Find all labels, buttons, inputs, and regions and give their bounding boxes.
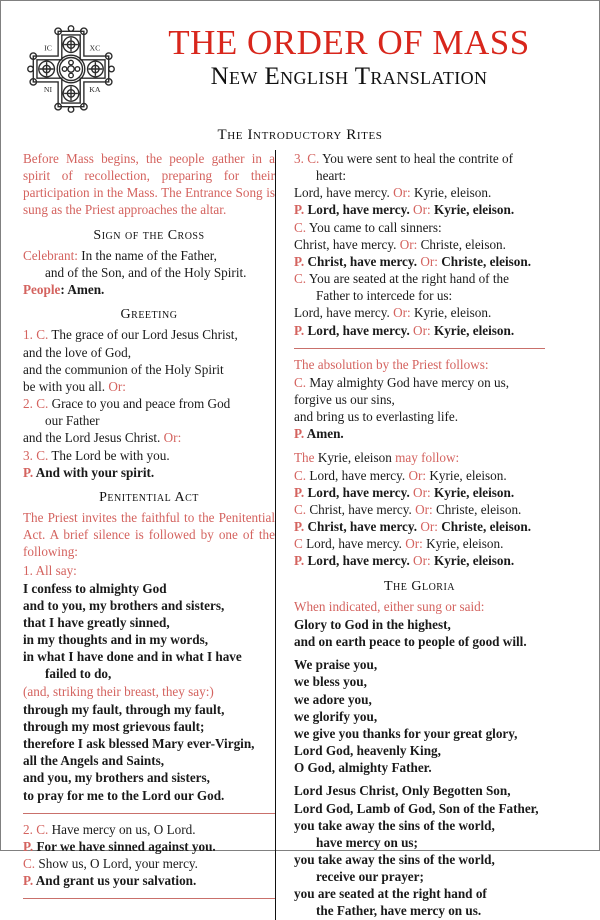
kyrie-term: Kyrie, eleison: [317, 449, 392, 465]
two-column-body: [1, 146, 599, 920]
or-label: Or:: [413, 322, 431, 338]
greeting-option-3-line-1: 3. C. The Lord be with you.: [23, 447, 170, 463]
kyrie-litany-response: P. Lord, have mercy. Or: Kyrie, eleison.: [294, 484, 515, 500]
gloria-line: we glorify you,: [294, 708, 378, 724]
penitential-option-3-line-3-cont: Father to intercede for us:: [316, 288, 453, 304]
people-amen-line: People: Amen.: [23, 282, 105, 298]
or-label: Or:: [413, 202, 431, 218]
penitential-option-3-line-1-cont: heart:: [316, 168, 347, 184]
gloria-line: we bless you,: [294, 674, 367, 690]
or-label: Or:: [408, 467, 427, 483]
confiteor-line: that I have greatly sinned,: [23, 615, 170, 630]
confiteor-line: to pray for me to the Lord our God.: [23, 787, 225, 803]
confiteor-line: in my thoughts and in my words,: [23, 632, 209, 648]
confiteor-line: therefore I ask blessed Mary ever-Virgin,: [23, 736, 255, 752]
absolution-rubric: The absolution by the Priest follows:: [294, 356, 489, 372]
kyrie-response-3: P. Lord, have mercy. Or: Kyrie, eleison.: [294, 322, 515, 338]
penitential-option-2-response-1: P. For we have sinned against you.: [23, 838, 216, 854]
absolution-line-2: forgive us our sins,: [294, 392, 395, 408]
gloria-line: you are seated at the right hand of: [294, 886, 487, 902]
kyrie-litany-line: C. Christ, have mercy. Or: Christe, eleison.: [294, 501, 522, 517]
or-label: Or:: [163, 430, 182, 446]
penitential-option-3-line-3: C. You are seated at the right hand of the: [294, 271, 509, 287]
kyrie-invocation-2: Christ, have mercy. Or: Christe, eleison.: [294, 236, 506, 252]
penitential-option-1-rubric: 1. All say:: [23, 562, 77, 578]
section-title-introductory-rites: The Introductory Rites: [217, 127, 383, 143]
gloria-line: you take away the sins of the world,: [294, 851, 495, 867]
greeting-option-2-line-3: and the Lord Jesus Christ. Or:: [23, 430, 182, 446]
intro-rubric: Before Mass begins, the people gather in a spirit of recollection, preparing for their participation in the Mass. The Entrance Song is sung as the Priest approaches the altar.: [23, 151, 275, 218]
logo-inscription-ic: IC: [44, 43, 52, 53]
or-label: Or:: [420, 253, 438, 269]
or-label: Or:: [413, 553, 431, 569]
logo-inscription-ni: NI: [43, 85, 53, 94]
confiteor-line: I confess to almighty God: [23, 580, 167, 596]
kyrie-litany-response: P. Christ, have mercy. Or: Christe, eleison.: [294, 519, 532, 535]
heading-the-gloria: The Gloria: [383, 578, 456, 594]
section-divider-rule: [23, 813, 275, 814]
heading-greeting: Greeting: [120, 307, 178, 323]
or-label: Or:: [415, 501, 433, 517]
celebrant-line-1: Celebrant: In the name of the Father,: [23, 247, 217, 263]
absolution-line-1: C. May almighty God have mercy on us,: [294, 374, 509, 390]
penitential-option-2-response-2: P. And grant us your salvation.: [23, 873, 197, 889]
section-divider-rule: [294, 348, 545, 349]
gloria-line-indented: have mercy on us;: [316, 834, 418, 850]
kyrie-litany-line: C Lord, have mercy. Or: Kyrie, eleison.: [294, 536, 504, 552]
greeting-option-1-line-2: and the love of God,: [23, 344, 132, 360]
gloria-line: Lord God, heavenly King,: [294, 743, 441, 759]
logo-inscription-xc: XC: [89, 43, 101, 53]
gloria-rubric: When indicated, either sung or said:: [294, 598, 485, 614]
document-title: THE ORDER OF MASS: [168, 23, 530, 62]
gloria-line: Lord God, Lamb of God, Son of the Father,: [294, 800, 539, 816]
celebrant-line-2: and of the Son, and of the Holy Spirit.: [45, 264, 247, 280]
gloria-line: you take away the sins of the world,: [294, 817, 495, 833]
coptic-cross-logo: [25, 23, 117, 115]
penitential-act-rubric: The Priest invites the faithful to the Penitential Act. A brief silence is followed by one of the following:: [23, 510, 275, 560]
page-header: [1, 1, 599, 115]
confiteor-line: all the Angels and Saints,: [23, 753, 165, 769]
gloria-line: we adore you,: [294, 691, 372, 707]
right-column: [275, 150, 545, 920]
gloria-line: we give you thanks for your great glory,: [294, 725, 518, 741]
left-column: [23, 150, 275, 920]
striking-breast-rubric: (and, striking their breast, they say:): [23, 683, 214, 699]
penitential-option-3-line-1: 3. C. You were sent to heal the contrite of: [294, 151, 514, 166]
or-label: Or:: [393, 185, 411, 201]
heading-sign-of-the-cross: Sign of the Cross: [93, 227, 205, 243]
or-label: Or:: [108, 378, 126, 394]
or-label: Or:: [393, 305, 411, 321]
penitential-option-2-line-1: 2. C. Have mercy on us, O Lord.: [23, 821, 196, 837]
kyrie-litany-line: C. Lord, have mercy. Or: Kyrie, eleison.: [294, 467, 507, 483]
heading-penitential-act: Penitential Act: [99, 489, 199, 505]
kyrie-invocation-1: Lord, have mercy. Or: Kyrie, eleison.: [294, 185, 492, 201]
confiteor-line: in what I have done and in what I have: [23, 649, 242, 665]
or-label: Or:: [420, 519, 438, 535]
greeting-option-1-line-3: and the communion of the Holy Spirit: [23, 361, 224, 377]
penitential-option-3-line-2: C. You came to call sinners:: [294, 219, 442, 235]
kyrie-response-1: P. Lord, have mercy. Or: Kyrie, eleison.: [294, 202, 515, 218]
penitential-option-2-line-2: C. Show us, O Lord, your mercy.: [23, 856, 198, 872]
confiteor-line-indented: failed to do,: [45, 666, 112, 682]
gloria-line: Glory to God in the highest,: [294, 616, 451, 632]
greeting-option-1-line-1: 1. C. The grace of our Lord Jesus Christ,: [23, 327, 238, 343]
kyrie-rubric: The Kyrie, eleison may follow:: [294, 449, 460, 465]
section-divider-rule: [23, 898, 275, 899]
gloria-line: Lord Jesus Christ, Only Begotten Son,: [294, 783, 511, 799]
kyrie-response-2: P. Christ, have mercy. Or: Christe, eleison.: [294, 253, 532, 269]
confiteor-line: and to you, my brothers and sisters,: [23, 597, 225, 613]
confiteor-line: through my most grievous fault;: [23, 718, 205, 734]
logo-inscription-ka: KA: [89, 85, 101, 94]
kyrie-invocation-3: Lord, have mercy. Or: Kyrie, eleison.: [294, 305, 492, 321]
greeting-option-2-line-2: our Father: [45, 413, 100, 429]
greeting-people-response: P. And with your spirit.: [23, 464, 155, 480]
confiteor-line: and you, my brothers and sisters,: [23, 770, 210, 786]
kyrie-litany-response: P. Lord, have mercy. Or: Kyrie, eleison.: [294, 553, 515, 569]
confiteor-line: through my fault, through my fault,: [23, 701, 225, 717]
greeting-option-1-line-4: be with you all. Or:: [23, 378, 126, 394]
gloria-line-indented: the Father, have mercy on us.: [316, 903, 482, 919]
or-label: Or:: [405, 536, 423, 552]
or-label: Or:: [399, 236, 418, 252]
greeting-option-2-line-1: 2. C. Grace to you and peace from God: [23, 396, 231, 412]
gloria-line: O God, almighty Father.: [294, 760, 432, 776]
absolution-response: P. Amen.: [294, 426, 344, 442]
people-label: People: [23, 282, 61, 298]
gloria-line: We praise you,: [294, 657, 378, 673]
absolution-line-3: and bring us to everlasting life.: [294, 409, 459, 425]
gloria-line: and on earth peace to people of good will.: [294, 634, 527, 650]
document-subtitle: New English Translation: [210, 63, 488, 90]
gloria-line-indented: receive our prayer;: [316, 869, 424, 885]
title-block: [117, 19, 575, 92]
or-label: Or:: [413, 484, 431, 500]
celebrant-label: Celebrant:: [23, 247, 78, 263]
